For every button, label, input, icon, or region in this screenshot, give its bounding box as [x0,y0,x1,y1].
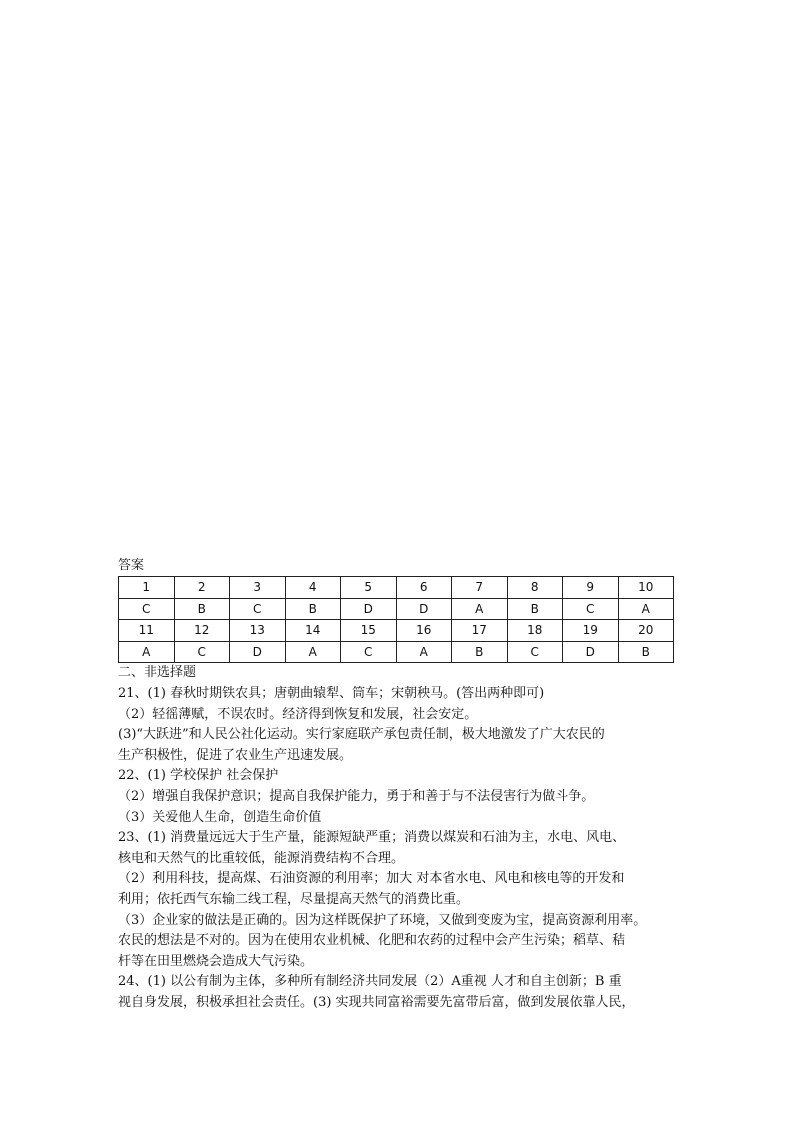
table-row [119,598,674,620]
answer-table-body [119,577,674,663]
table-cell: 8 [507,577,563,599]
table-cell: C [230,598,286,620]
answer-line: 利用；依托西气东输二线工程，尽量提高天然气的消费比重。 [118,891,470,907]
answer-table [118,576,674,663]
answer-line: 23、(1) 消费量远远大于生产量，能源短缺严重；消费以煤炭和石油为主，水电、风电、 [118,830,626,846]
answer-line: 生产积极性，促进了农业生产迅速发展。 [118,747,353,763]
table-cell: C [563,598,619,620]
table-cell: 19 [563,620,619,642]
table-cell: 7 [452,577,508,599]
table-cell: A [285,641,341,663]
table-cell: B [452,641,508,663]
answer-line: （2）轻徭薄赋，不误农时。经济得到恢复和发展，社会安定。 [118,706,478,722]
answer-line: （2）利用科技，提高煤、石油资源的利用率；加大 对本省水电、风电和核电等的开发和 [118,871,625,887]
table-cell: 2 [174,577,230,599]
answer-lines [118,684,678,1014]
answer-line: 杆等在田里燃烧会造成大气污染。 [118,953,314,969]
table-cell: 18 [507,620,563,642]
table-cell: 10 [618,577,674,599]
answer-line: 21、(1) 春秋时期铁农具；唐朝曲辕犁、筒车；宋朝秧马。(答出两种即可) [118,685,545,701]
answer-line: 22、(1) 学校保护 社会保护 [118,768,279,784]
table-cell: 1 [119,577,175,599]
answer-line: （3）关爱他人生命，创造生命价值 [118,809,322,825]
table-row [119,641,674,663]
table-cell: 5 [341,577,397,599]
table-cell: D [230,641,286,663]
answer-document [118,556,678,1013]
table-cell: 14 [285,620,341,642]
table-cell: A [452,598,508,620]
table-cell: D [341,598,397,620]
answer-line: 核电和天然气的比重较低，能源消费结构不合理。 [118,850,405,866]
table-cell: 20 [618,620,674,642]
table-cell: 3 [230,577,286,599]
answer-line: 农民的想法是不对的。因为在使用农业机械、化肥和农药的过程中会产生污染；稻草、秸 [118,933,626,949]
table-cell: 9 [563,577,619,599]
table-cell: B [285,598,341,620]
table-cell: 4 [285,577,341,599]
answer-line: （2）增强自我保护意识；提高自我保护能力，勇于和善于与不法侵害行为做斗争。 [118,788,595,804]
table-cell: 17 [452,620,508,642]
table-cell: B [174,598,230,620]
table-cell: 15 [341,620,397,642]
table-row [119,577,674,599]
table-cell: C [174,641,230,663]
answer-line: （3）企业家的做法是正确的。因为这样既保护了环境，又做到变废为宝，提高资源利用率。 [118,912,647,928]
answer-title: 答案 [118,558,145,573]
table-cell: C [507,641,563,663]
table-cell: A [618,598,674,620]
table-cell: B [507,598,563,620]
table-cell: 13 [230,620,286,642]
table-cell: 11 [119,620,175,642]
table-cell: C [119,598,175,620]
table-cell: B [618,641,674,663]
section-title: 二、非选择题 [118,665,197,681]
answer-line: (3)“大跃进”和人民公社化运动。实行家庭联产承包责任制，极大地激发了广大农民的 [118,727,605,743]
table-cell: A [396,641,452,663]
table-cell: 16 [396,620,452,642]
table-cell: A [119,641,175,663]
table-cell: 6 [396,577,452,599]
table-cell: 12 [174,620,230,642]
table-cell: C [341,641,397,663]
answer-line: 24、(1) 以公有制为主体，多种所有制经济共同发展（2）A重视 人才和自主创新；B 重 [118,974,622,990]
table-row [119,620,674,642]
table-cell: D [396,598,452,620]
answer-line: 视自身发展，积极承担社会责任。(3) 实现共同富裕需要先富带后富，做到发展依靠人民， [118,994,635,1010]
table-cell: D [563,641,619,663]
